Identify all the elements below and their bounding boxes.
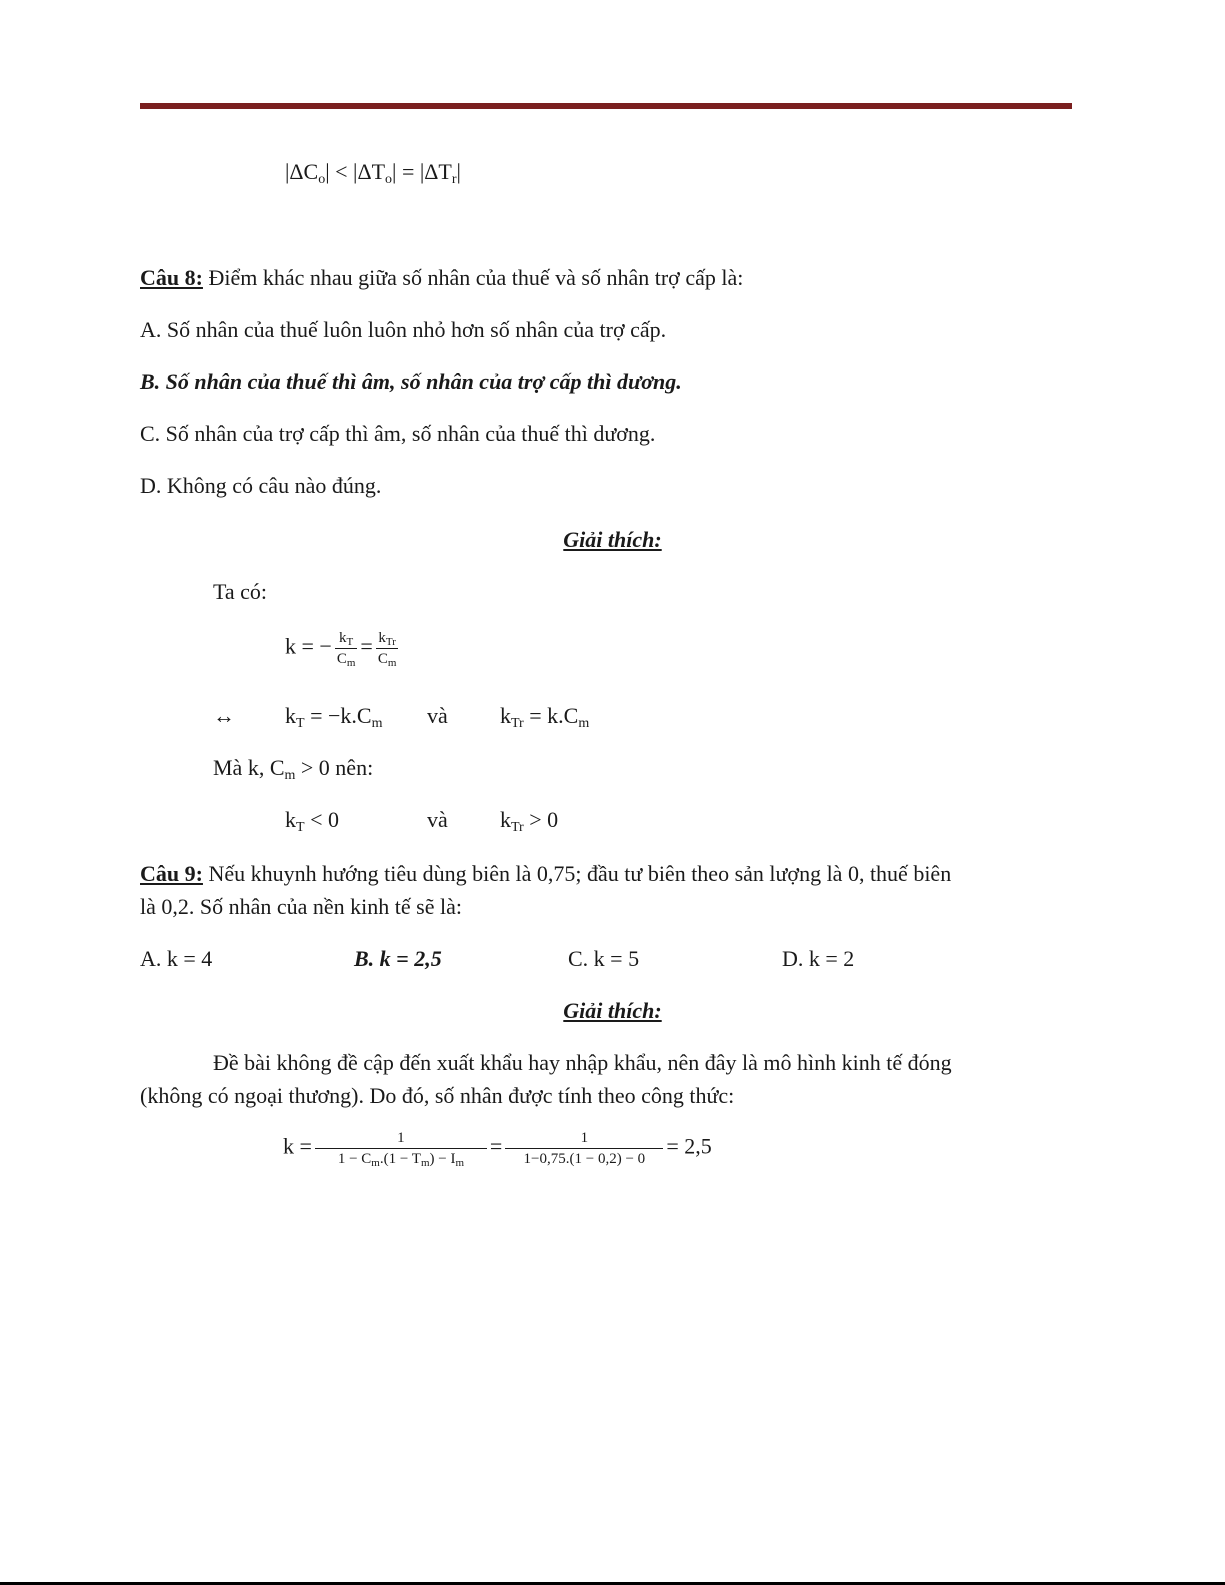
formula-k: k = − $\frac{k_T}{C_m}$ = $\frac{k_{Tr}}{C_m}$	[285, 630, 397, 669]
q9-para-line2: (không có ngoại thương). Do đó, số nhân được tính theo công thức:	[140, 1083, 735, 1108]
q8-label: Câu 8:	[140, 265, 203, 290]
multiplier-formula: k = $\frac{1}{1 - C_m.(1 - T_m) - I_m}$ = $\frac{1}{1-0,75.(1 - 0,2) - 0}$ = 2,5	[283, 1130, 712, 1169]
equiv-symbol: ↔	[213, 703, 235, 728]
ta-co: Ta có:	[213, 579, 268, 604]
q9-explain-title: Giải thích:	[563, 998, 662, 1023]
ineq-kTr: $k_{Tr} > 0$	[500, 807, 559, 835]
q8-option-d: D. Không có câu nào đúng.	[140, 473, 382, 498]
q8-explain-title: Giải thích:	[563, 527, 662, 552]
q9-stem-line2: là 0,2. Số nhân của nền kinh tế sẽ là:	[140, 894, 462, 919]
eq-kTr: $k_{Tr} = k.C_m$	[500, 703, 590, 731]
q8-stem: Câu 8: Điểm khác nhau giữa số nhân của thuế và số nhân trợ cấp là:	[140, 265, 744, 290]
top-formula: $|\Delta C_o| < |\Delta T_o| = |\Delta T_r|$	[285, 159, 461, 187]
va-1: và	[427, 703, 448, 728]
va-2: và	[427, 807, 448, 832]
q8-option-b: B. Số nhân của thuế thì âm, số nhân của trợ cấp thì dương.	[140, 369, 682, 394]
header-rule	[140, 103, 1072, 109]
ineq-kT: $k_T < 0$	[285, 807, 339, 835]
q8-option-c: C. Số nhân của trợ cấp thì âm, số nhân của thuế thì dương.	[140, 421, 656, 446]
eq-kT: $k_T = -k.C_m$	[285, 703, 383, 731]
q9-option-d: D. k = 2	[782, 946, 855, 971]
ma-statement: Mà k, $C_m > 0$ nên:	[213, 755, 374, 783]
q8-option-a: A. Số nhân của thuế luôn luôn nhỏ hơn số nhân của trợ cấp.	[140, 317, 667, 342]
q9-option-c: C. k = 5	[568, 946, 640, 971]
q9-label: Câu 9:	[140, 861, 203, 886]
q9-para-line1: Đề bài không đề cập đến xuất khẩu hay nhập khẩu, nên đây là mô hình kinh tế đóng	[213, 1050, 952, 1075]
q9-stem-line1: Câu 9: Nếu khuynh hướng tiêu dùng biên là 0,75; đầu tư biên theo sản lượng là 0, thuế biên	[140, 861, 952, 886]
q9-option-a: A. k = 4	[140, 946, 213, 971]
q9-option-b: B. k = 2,5	[354, 946, 442, 971]
